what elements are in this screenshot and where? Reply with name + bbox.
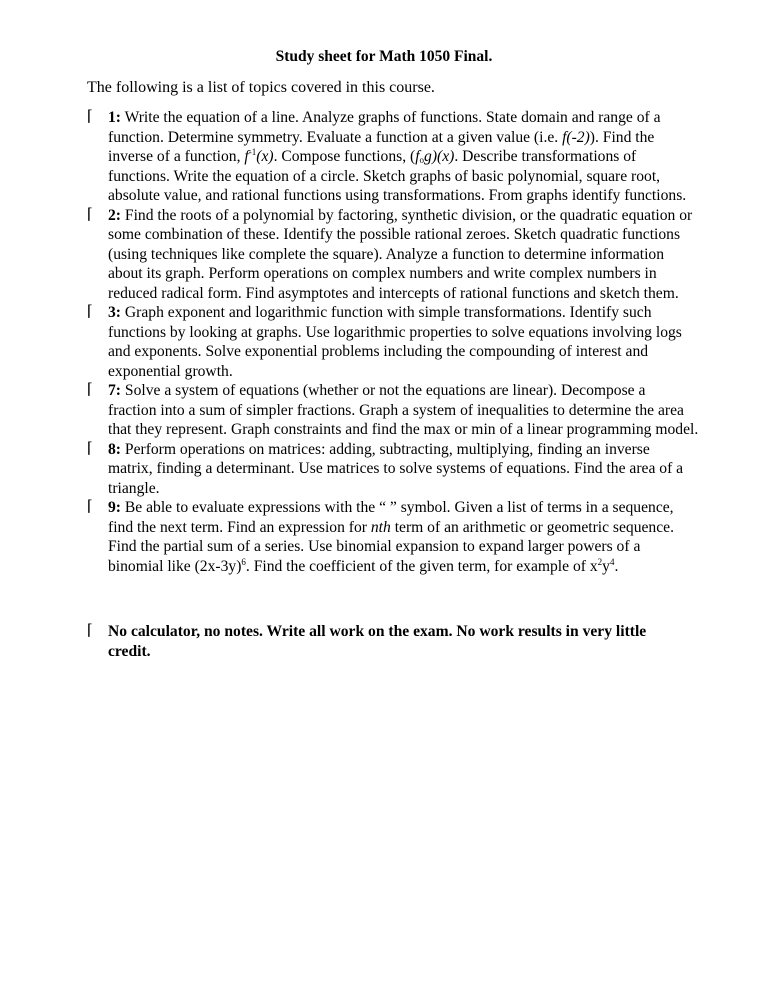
topic-9-line-2: find the next term. Find an expression for nth term of an arithmetic or geometric sequence. — [108, 518, 674, 536]
topic-2-line-2: some combination of these. Identify the possible rational zeroes. Sketch quadratic functions — [108, 226, 681, 243]
topic-1-line-2: function. Determine symmetry. Evaluate a function at a given value (i.e. f(-2)). Find the — [108, 128, 655, 146]
topic-1-line-5: absolute value, and rational functions using transformations. From graphs identify functions. — [108, 187, 687, 204]
topic-9-line-4: binomial like $(2x-3y)^6$. Find the coefficient of the given term, for example of $x^2y^4$. — [108, 556, 619, 575]
topic-3-line-4: exponential growth. — [108, 362, 233, 380]
topic-number: 9: — [108, 499, 121, 516]
topic-item-2 — [87, 206, 693, 304]
bullet-icon: ⌈ — [87, 304, 93, 320]
topic-item-7 — [87, 381, 699, 440]
topic-number: 8: — [108, 440, 121, 458]
topic-1-line-4: functions. Write the equation of a circle. Sketch graphs of basic polynomial, square root, — [108, 167, 661, 185]
topic-number: 7: — [108, 382, 121, 399]
topic-2-line-3: (using techniques like complete the square). Analyze a function to determine information — [108, 245, 664, 263]
topic-item-8 — [87, 440, 687, 499]
topic-list — [87, 108, 699, 576]
topic-item-9 — [87, 498, 687, 576]
topic-number: 1: — [108, 109, 121, 126]
topic-7-line-2: fraction into a sum of simpler fractions. Graph a system of inequalities to determine the area — [108, 401, 684, 419]
topic-8-line-2: matrix, finding a determinant. Use matrices to solve systems of equations. Find the area of a — [108, 460, 684, 477]
topic-number: 3: — [108, 304, 121, 321]
topic-2-line-4: about its graph. Perform operations on complex numbers and write complex numbers in — [108, 265, 657, 282]
bullet-icon: ⌈ — [87, 499, 93, 515]
final-note-line-2: credit. — [108, 642, 151, 660]
bullet-icon: ⌈ — [87, 440, 93, 457]
topic-item-3 — [87, 303, 687, 381]
topic-3-line-2: functions by looking at graphs. Use logarithmic properties to solve equations involving logs — [108, 323, 682, 341]
topic-1-line-3: inverse of a function, $f^{-1}(x)$. Compose functions, $(f_og)(x)$. Describe transformations of — [108, 147, 637, 165]
topic-9-line-1: 9: Be able to evaluate expressions with the “ ” symbol. Given a list of terms in a sequence, — [108, 499, 674, 516]
topic-8-line-3: triangle. — [108, 479, 160, 497]
bullet-icon: ⌈ — [87, 623, 93, 639]
topic-number: 2: — [108, 206, 121, 224]
topic-item-1 — [87, 108, 687, 206]
topic-1-line-1: 1: Write the equation of a line. Analyze graphs of functions. State domain and range of a — [108, 109, 661, 126]
topic-7-line-3: that they represent. Graph constraints and find the max or min of a linear programming model. — [108, 421, 699, 438]
bullet-icon: ⌈ — [87, 109, 93, 125]
topic-2-line-1: 2: Find the roots of a polynomial by factoring, synthetic division, or the quadratic equation or — [108, 206, 693, 224]
final-note — [87, 622, 687, 661]
topic-8-line-1: 8: Perform operations on matrices: adding, subtracting, multiplying, finding an inverse — [108, 440, 650, 458]
bullet-icon: ⌈ — [87, 382, 93, 398]
intro-text: The following is a list of topics covered in this course. — [87, 79, 435, 96]
bullet-icon: ⌈ — [87, 206, 93, 223]
final-note-line-1: No calculator, no notes. Write all work on the exam. No work results in very little — [108, 623, 647, 640]
topic-3-line-1: 3: Graph exponent and logarithmic function with simple transformations. Identify such — [108, 304, 652, 321]
document-title: Study sheet for Math 1050 Final. — [275, 48, 493, 65]
topic-2-line-5: reduced radical form. Find asymptotes and intercepts of rational functions and sketch them. — [108, 284, 679, 302]
topic-7-line-1: 7: Solve a system of equations (whether or not the equations are linear). Decompose a — [108, 382, 646, 399]
topic-9-line-3: Find the partial sum of a series. Use binomial expansion to expand larger powers of a — [108, 538, 641, 555]
topic-3-line-3: and exponents. Solve exponential problems including the compounding of interest and — [108, 343, 649, 360]
